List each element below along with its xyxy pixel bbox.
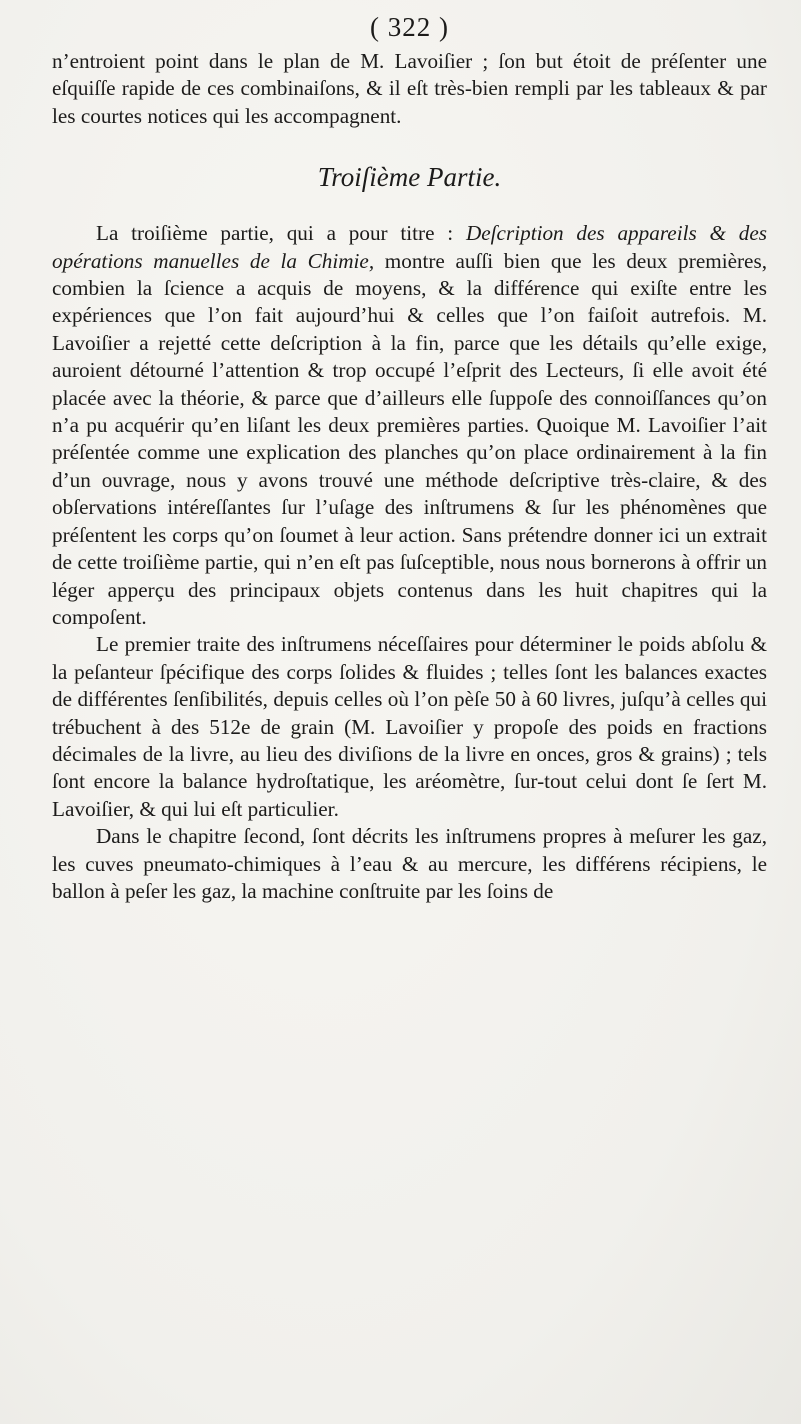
page-text-block	[52, 10, 767, 905]
paragraph-chapter-one: Le premier traite des inſtrumens néceſſaires pour déterminer le poids abſolu & la peſanteur ſpécifique des corps ſolides & fluides ; telles ſont les balances exactes de différentes ſenſibilités, depuis celles où l’on pèſe 50 à 60 livres, juſqu’à celles qui trébuchent à des 512e de grain (M. Lavoiſier y propoſe des poids en fractions décimales de la livre, au lieu des diviſions de la livre en onces, gros & grains) ; tels ſont encore la balance hydroſtatique, les aréomètre, ſur-tout celui dont ſe ſert M. Lavoiſier, & qui lui eſt particulier.	[52, 632, 767, 821]
paragraph-chapter-two: Dans le chapitre ſecond, ſont décrits les inſtrumens propres à meſurer les gaz, les cuves pneumato-chimiques à l’eau & au mercure, les différens récipiens, le ballon à peſer les gaz, la machine conſtruite par les ſoins de	[52, 824, 767, 903]
page-number: ( 322 )	[370, 12, 449, 42]
section-heading: Troiſième Partie.	[317, 162, 502, 193]
paragraph-lead: La troiſième partie, qui a pour titre :	[96, 221, 454, 246]
paragraph-body: montre auſſi bien que les deux premières, combien la ſcience a acquis de moyens, & la différence qui exiſte entre les expériences que l’on fait aujourd’hui & celles que l’on faiſoit autrefois. M. Lavoiſier a rejetté cette deſcription à la fin, parce que les détails qu’elle exige, auroient détourné l’attention & trop occupé l’eſprit des Lecteurs, ſi elle avoit été placée avec la théorie, & parce que d’ailleurs elle ſuppoſe des connoiſſances qu’on n’a pu acquérir qu’en liſant les deux premières parties. Quoique M. Lavoiſier l’ait préſentée comme une explication des planches qu’on place ordinairement à la fin d’un ouvrage, nous y avons trouvé une méthode deſcriptive très-claire, & des obſervations intéreſſantes ſur l’uſage des inſtrumens & ſur les phénomènes que préſentent les corps qu’on ſoumet à leur action. Sans prétendre donner ici un extrait de cette troiſième partie, qui n’en eſt pas ſuſceptible, nous nous bornerons à offrir un léger apperçu des principaux objets contenus dans les huit chapitres qui la compoſent.	[52, 248, 767, 629]
intro-paragraph: n’entroient point dans le plan de M. Lavoiſier ; ſon but étoit de préſenter une eſquiſſe rapide de ces combinaiſons, & il eſt très-bien rempli par les tableaux & par les courtes notices qui les accompagnent.	[52, 49, 767, 128]
paragraph-third-part	[52, 220, 767, 631]
work-title: Deſcription des appareils & des opérations manuelles de la Chimie,	[52, 221, 768, 273]
